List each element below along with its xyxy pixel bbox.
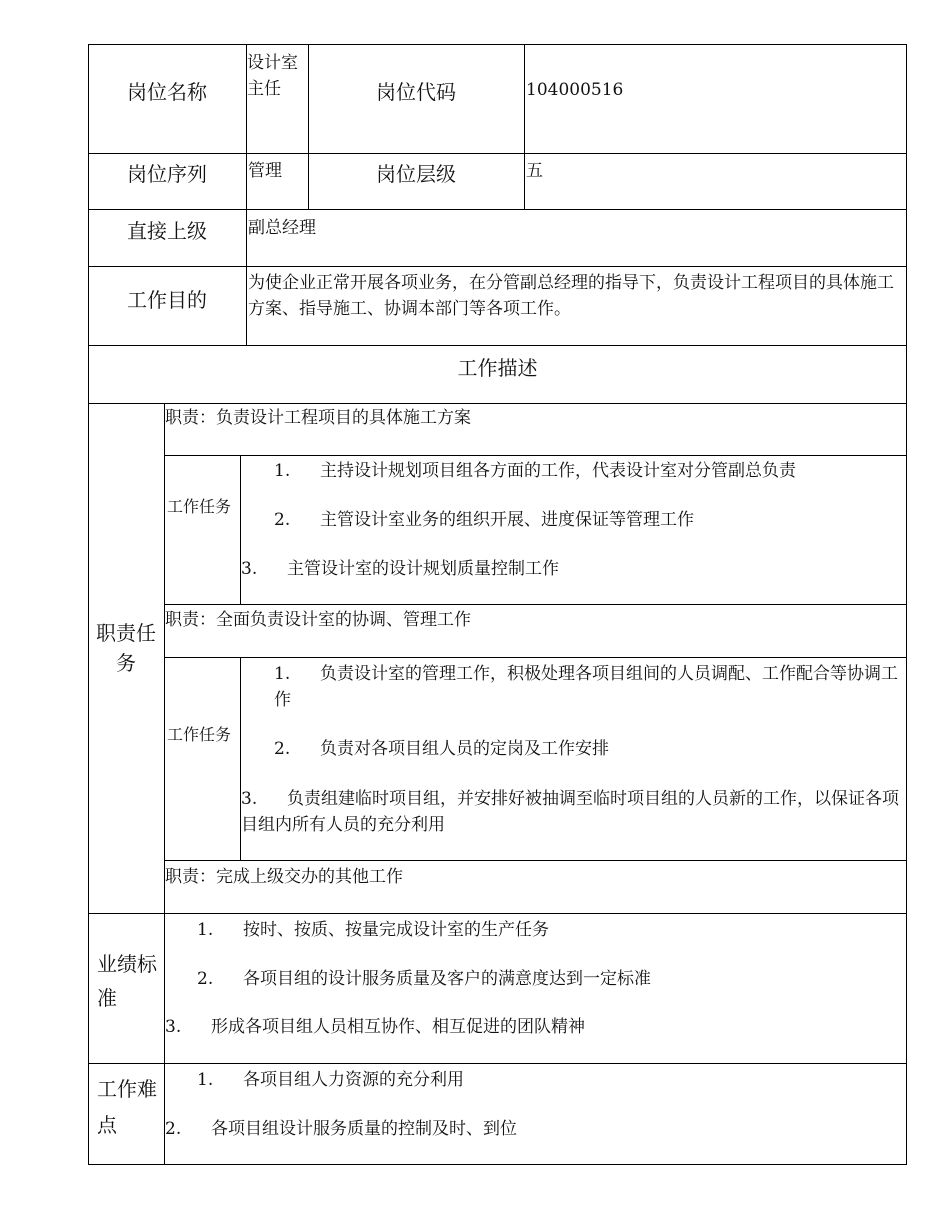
duty-2-task-3: 3. 负责组建临时项目组，并安排好被抽调至临时项目组的人员新的工作，以保证各项目组内所有人员的充分利用	[241, 789, 899, 835]
duty-1-title: 职责：负责设计工程项目的具体施工方案	[165, 408, 471, 428]
section-title: 工作描述	[457, 356, 538, 380]
superior-label: 直接上级	[127, 219, 207, 243]
post-series-value: 管理	[248, 161, 282, 181]
post-code-label: 岗位代码	[376, 80, 456, 104]
post-name-value: 设计室主任	[247, 53, 298, 99]
difficulty-item-2: 2. 各项目组设计服务质量的控制及时、到位	[165, 1119, 517, 1139]
post-level-label: 岗位层级	[376, 162, 456, 186]
superior-value: 副总经理	[248, 218, 316, 238]
duty-2-task-1: 1. 负责设计室的管理工作，积极处理各项目组间的人员调配、工作配合等协调工作	[274, 664, 898, 710]
difficulty-label: 工作难点	[97, 1077, 157, 1137]
duty-2-task-2: 2. 负责对各项目组人员的定岗及工作安排	[274, 739, 609, 759]
post-name-label: 岗位名称	[127, 80, 207, 104]
post-level-value: 五	[526, 161, 543, 181]
purpose-value: 为使企业正常开展各项业务，在分管副总经理的指导下，负责设计工程项目的具体施工方案、指导施工、协调本部门等各项工作。	[248, 273, 894, 319]
performance-item-2: 2. 各项目组的设计服务质量及客户的满意度达到一定标准	[197, 969, 651, 989]
duty-1-task-label: 工作任务	[166, 497, 231, 516]
duty-1-task-2: 2. 主管设计室业务的组织开展、进度保证等管理工作	[274, 510, 694, 530]
difficulty-item-1: 1. 各项目组人力资源的充分利用	[197, 1070, 464, 1090]
performance-item-1: 1. 按时、按质、按量完成设计室的生产任务	[197, 920, 549, 940]
duty-3-title: 职责：完成上级交办的其他工作	[165, 867, 403, 887]
post-series-label: 岗位序列	[127, 162, 207, 186]
duty-1-task-3: 3. 主管设计室的设计规划质量控制工作	[241, 559, 559, 579]
post-code-value: 104000516	[526, 80, 624, 100]
duty-2-task-label: 工作任务	[166, 725, 231, 744]
duties-label: 职责任务	[96, 621, 156, 675]
duty-1-task-1: 1. 主持设计规划项目组各方面的工作，代表设计室对分管副总负责	[274, 461, 796, 481]
performance-label: 业绩标准	[97, 952, 157, 1010]
duty-2-title: 职责：全面负责设计室的协调、管理工作	[165, 610, 471, 630]
performance-item-3: 3. 形成各项目组人员相互协作、相互促进的团队精神	[165, 1017, 585, 1037]
purpose-label: 工作目的	[127, 288, 207, 312]
